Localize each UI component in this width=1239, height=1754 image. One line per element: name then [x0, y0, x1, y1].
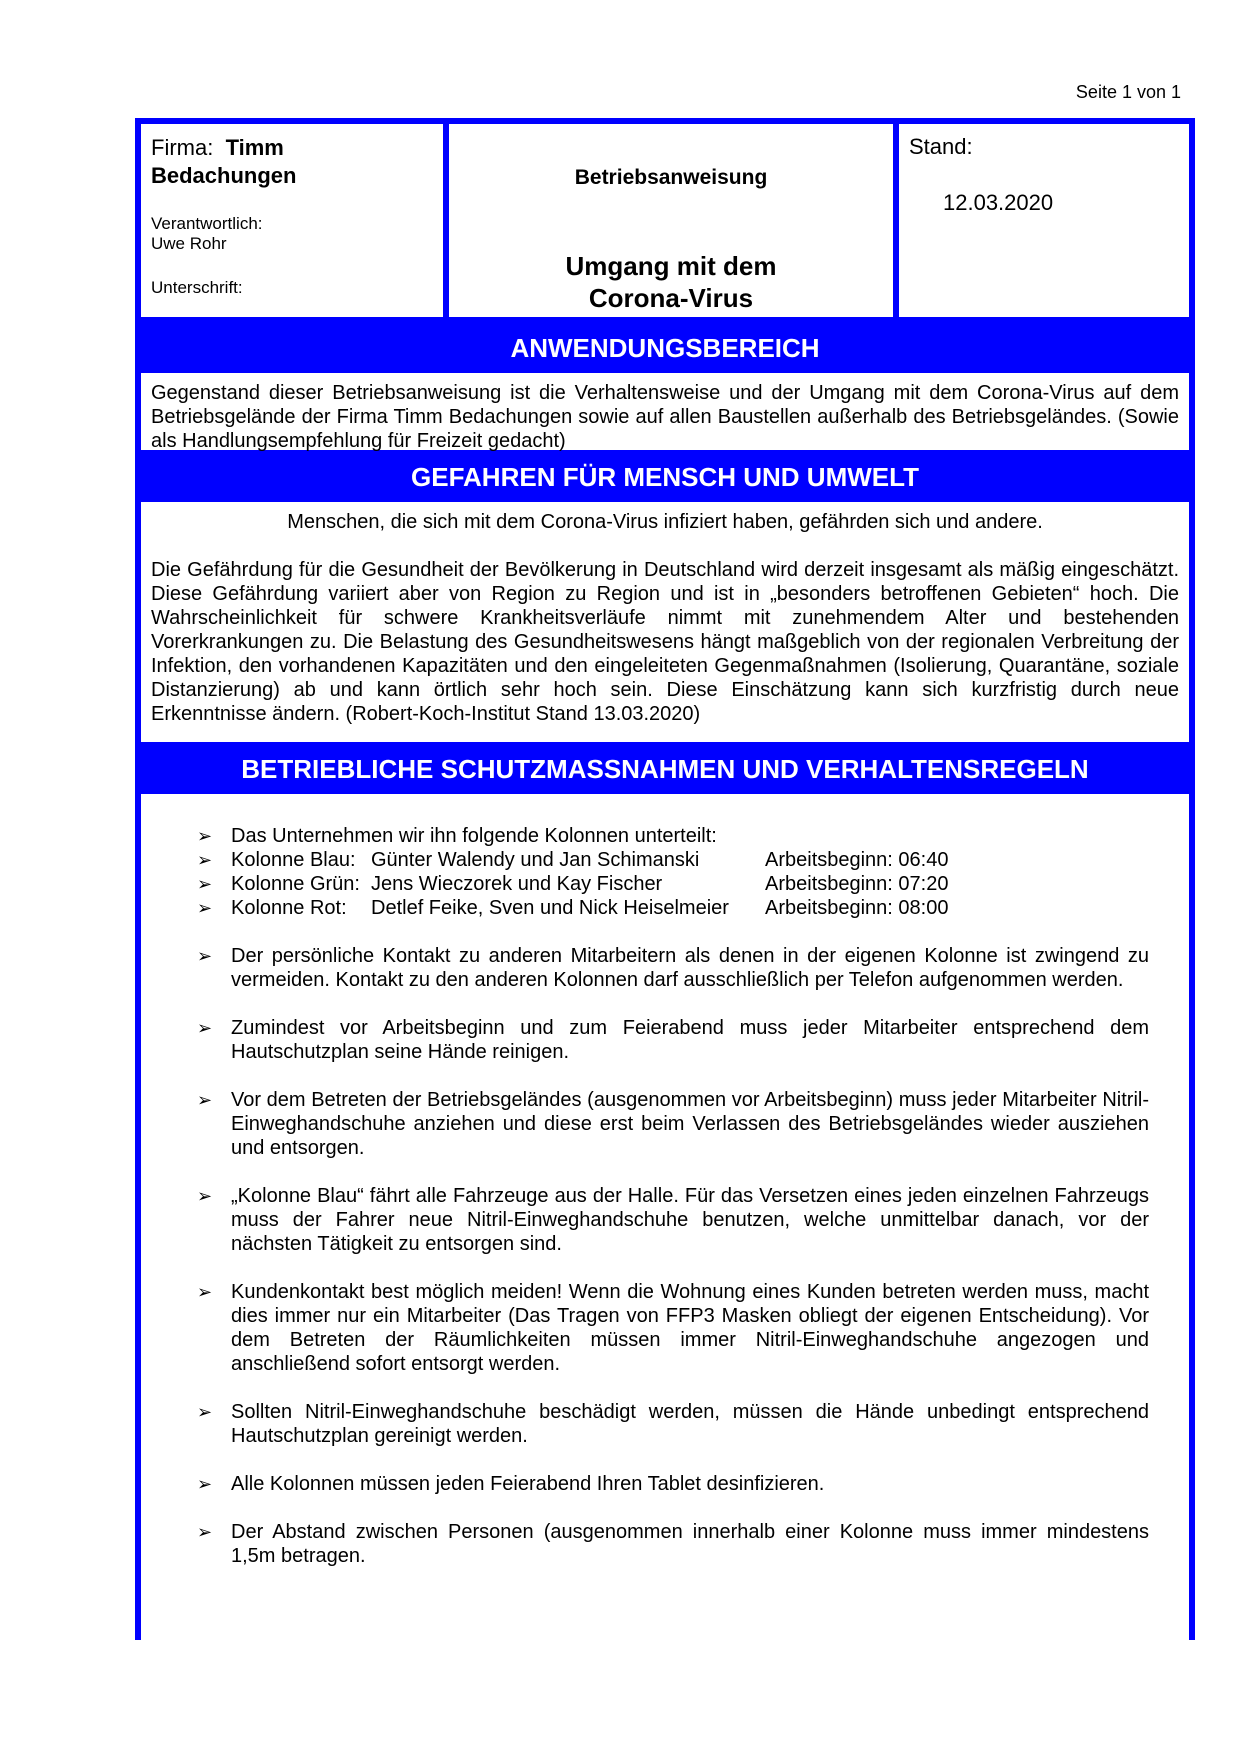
list-item [197, 1400, 1149, 1448]
signature-label: Unterschrift: [151, 278, 243, 297]
rule-text: Kundenkontakt best möglich meiden! Wenn die Wohnung eines Kunden betreten werden muss, macht dies immer nur ein Mitarbeiter (Das Tragen von FFP3 Masken obliegt der eigenen Entscheidung). Vor dem Betreten der Räumlichkeiten müssen immer Nitril-Einweghandschuhe angezogen und anschließend sofort entsorgt werden. [231, 1281, 1149, 1375]
column-start-time: Arbeitsbeginn: 08:00 [765, 897, 949, 919]
list-item [197, 1520, 1149, 1568]
responsible-name: Uwe Rohr [151, 234, 227, 253]
list-item-column-red [197, 896, 1149, 920]
title-cell [449, 124, 899, 317]
column-name: Kolonne Rot: [231, 897, 347, 919]
arrow-bullet-icon: ➢ [197, 1018, 213, 1038]
hazards-body [141, 502, 1189, 744]
header-row [141, 124, 1189, 323]
column-name: Kolonne Blau: [231, 849, 356, 871]
document-topic-line1: Umgang mit dem [565, 251, 777, 281]
date-cell [899, 124, 1189, 317]
hazards-text: Die Gefährdung für die Gesundheit der Bevölkerung in Deutschland wird derzeit insgesamt als mäßig eingeschätzt. Diese Gefährdung variiert aber von Region zu Region und ist in „besonders betroffenen Gebieten“ hoch. Die Wahrscheinlichkeit für schwere Krankheitsverläufe nimmt mit zunehmendem Alter und bestehenden Vorerkrankungen zu. Die Belastung des Gesundheitswesens hängt maßgeblich von der regionalen Verbreitung der Infektion, den vorhandenen Kapazitäten und den eingeleiteten Gegenmaßnahmen (Isolierung, Quarantäne, soziale Distanzierung) ab und kann örtlich sehr hoch sein. Diese Einschätzung kann sich kurzfristig durch neue Erkenntnisse ändern. (Robert-Koch-Institut Stand 13.03.2020) [151, 559, 1179, 725]
company-field [151, 134, 433, 190]
company-cell [141, 124, 449, 317]
arrow-bullet-icon: ➢ [197, 826, 213, 846]
arrow-bullet-icon: ➢ [197, 850, 213, 870]
hazards-lead: Menschen, die sich mit dem Corona-Virus infiziert haben, gefährden sich und andere. [287, 511, 1043, 533]
rule-text: Der persönliche Kontakt zu anderen Mitarbeitern als denen in der eigenen Kolonne ist zwingend zu vermeiden. Kontakt zu den anderen Kolonnen darf ausschließlich per Telefon aufgenommen werden. [231, 945, 1149, 991]
rule-text: Der Abstand zwischen Personen (ausgenommen innerhalb einer Kolonne muss immer mindestens 1,5m betragen. [231, 1521, 1149, 1567]
list-item [197, 1472, 1149, 1496]
document-topic [449, 250, 893, 314]
list-item [197, 1088, 1149, 1160]
arrow-bullet-icon: ➢ [197, 1474, 213, 1494]
rule-text: Alle Kolonnen müssen jeden Feierabend Ihren Tablet desinfizieren. [231, 1473, 825, 1495]
document-type: Betriebsanweisung [574, 166, 768, 189]
scope-text: Gegenstand dieser Betriebsanweisung ist die Verhaltensweise und der Umgang mit dem Corona-Virus auf dem Betriebsgelände der Firma Timm Bedachungen sowie auf allen Baustellen außerhalb des Betriebsgeländes. (Sowie als Handlungsempfehlung für Freizeit gedacht) [141, 373, 1189, 452]
section-heading-hazards: GEFAHREN FÜR MENSCH UND UMWELT [141, 452, 1189, 502]
rule-text: „Kolonne Blau“ fährt alle Fahrzeuge aus der Halle. Für das Versetzen eines jeden einzelnen Fahrzeugs muss der Fahrer neue Nitril-Einweghandschuhe benutzen, welche unmittelbar danach, vor der nächsten Tätigkeit zu entsorgen sind. [231, 1185, 1149, 1255]
column-members: Detlef Feike, Sven und Nick Heiselmeier [371, 897, 729, 919]
date-label: Stand: [909, 134, 973, 159]
arrow-bullet-icon: ➢ [197, 946, 213, 966]
date-value: 12.03.2020 [943, 190, 1054, 215]
arrow-bullet-icon: ➢ [197, 1090, 213, 1110]
company-label: Firma: [151, 135, 214, 160]
list-item [197, 1184, 1149, 1256]
arrow-bullet-icon: ➢ [197, 1402, 213, 1422]
list-item [197, 1280, 1149, 1376]
arrow-bullet-icon: ➢ [197, 874, 213, 894]
instruction-sheet [135, 118, 1195, 1640]
columns-intro: Das Unternehmen wir ihn folgende Kolonnen unterteilt: [231, 825, 717, 847]
list-item [197, 824, 1149, 848]
arrow-bullet-icon: ➢ [197, 1282, 213, 1302]
rule-text: Sollten Nitril-Einweghandschuhe beschädigt werden, müssen die Hände unbedingt entsprechend Hautschutzplan gereinigt werden. [231, 1401, 1149, 1447]
column-members: Günter Walendy und Jan Schimanski [371, 849, 700, 871]
column-members: Jens Wieczorek und Kay Fischer [371, 873, 663, 895]
company-name-line2: Bedachungen [151, 163, 297, 188]
list-item-column-green [197, 872, 1149, 896]
rule-text: Zumindest vor Arbeitsbeginn und zum Feierabend muss jeder Mitarbeiter entsprechend dem Hautschutzplan seine Hände reinigen. [231, 1017, 1149, 1063]
arrow-bullet-icon: ➢ [197, 1522, 213, 1542]
arrow-bullet-icon: ➢ [197, 1186, 213, 1206]
arrow-bullet-icon: ➢ [197, 898, 213, 918]
document-topic-line2: Corona-Virus [588, 283, 754, 313]
measures-body [141, 794, 1189, 1568]
page-number: Seite 1 von 1 [1075, 82, 1181, 102]
list-item [197, 1016, 1149, 1064]
column-name: Kolonne Grün: [231, 873, 360, 895]
responsible-label: Verantwortlich: [151, 214, 263, 233]
list-item [197, 944, 1149, 992]
company-name-line1: Timm [225, 135, 284, 160]
section-heading-scope: ANWENDUNGSBEREICH [141, 323, 1189, 373]
rule-text: Vor dem Betreten der Betriebsgeländes (ausgenommen vor Arbeitsbeginn) muss jeder Mitarbeiter Nitril-Einweghandschuhe anziehen und diese erst beim Verlassen des Betriebsgeländes wieder ausziehen und entsorgen. [231, 1089, 1149, 1159]
list-item-column-blue [197, 848, 1149, 872]
column-start-time: Arbeitsbeginn: 07:20 [765, 873, 949, 895]
section-heading-measures: BETRIEBLICHE SCHUTZMASSNAHMEN UND VERHALTENSREGELN [141, 744, 1189, 794]
column-start-time: Arbeitsbeginn: 06:40 [765, 849, 949, 871]
